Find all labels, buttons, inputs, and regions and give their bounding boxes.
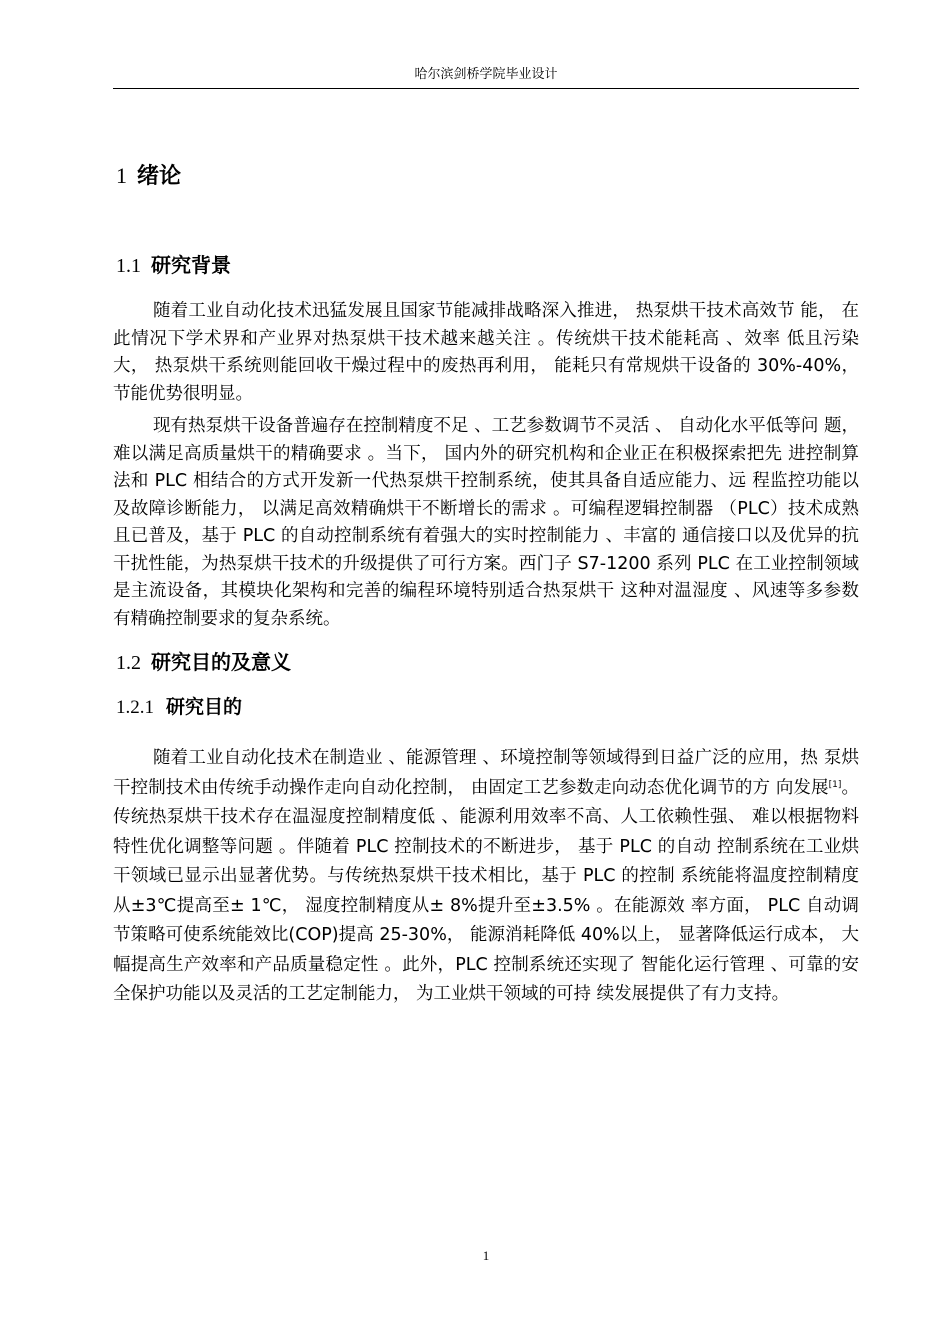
section-title: 研究目的及意义 (151, 650, 291, 674)
subsection-heading-1-2-1 (116, 693, 242, 722)
header-divider (113, 88, 859, 89)
chapter-heading (116, 160, 181, 193)
paragraph-research-purpose (113, 744, 859, 1010)
paragraph-background-2: 现有热泵烘干设备普遍存在控制精度不足 、工艺参数调节不灵活 、 自动化水平低等问 题， 难以满足高质量烘干的精确要求 。当下， 国内外的研究机构和企业正在积极探索把先 进控制算法和 PLC 相结合的方式开发新一代热泵烘干控制系统，使其具备自适应能力、远 程监控功能以及故障诊断能力， 以满足高效精确烘干不断增长的需求 。可编程逻辑控制器 （PLC）技术成熟且已普及，基于 PLC 的自动控制系统有着强大的实时控制能力 、丰富的 通信接口以及优异的抗干扰性能，为热泵烘干技术的升级提供了可行方案。西门子 S7-1200 系列 PLC 在工业控制领域是主流设备，其模块化架构和完善的编程环境特别适合热泵烘干 这种对温湿度 、风速等多参数有精确控制要求的复杂系统。 (113, 416, 859, 629)
paragraph-background-1: 随着工业自动化技术迅猛发展且国家节能减排战略深入推进， 热泵烘干技术高效节 能， 在此情况下学术界和产业界对热泵烘干技术越来越关注 。传统烘干技术能耗高 、效率 低且污染大， 热泵烘干系统则能回收干燥过程中的废热再利用， 能耗只有常规烘干设备的 30%-40%， 节能优势很明显。 (113, 301, 859, 404)
chapter-number: 1 (116, 163, 127, 188)
citation-reference[interactable]: [1] (828, 779, 842, 790)
section-title: 研究背景 (151, 253, 231, 277)
section-number: 1.1 (116, 255, 141, 277)
page-number: 1 (482, 1248, 490, 1263)
subsection-title: 研究目的 (166, 696, 243, 718)
chapter-title: 绪论 (137, 164, 182, 189)
page-header: 哈尔滨剑桥学院毕业设计 (414, 67, 558, 82)
paragraph-text-before-citation: 随着工业自动化技术在制造业 、能源管理 、环境控制等领域得到日益广泛的应用，热 泵烘干控制技术由传统手动操作走向自动化控制， 由固定工艺参数走向动态优化调节的方 向发展 (113, 748, 859, 798)
paragraph-text-after-citation: 。传统热泵烘干技术存在温湿度控制精度低 、能源利用效率不高、人工依赖性强、 难以根据物料特性优化调整等问题 。伴随着 PLC 控制技术的不断进步， 基于 PLC 的自动 控制系统在工业烘干领域已显示出显著优势。与传统热泵烘干技术相比，基于 PLC 的控制 系统能将温度控制精度从±3℃提高至± 1℃， 湿度控制精度从± 8%提升至±3.5% 。在能源效 率方面， PLC 自动调节策略可使系统能效比(COP)提高 25-30%， 能源消耗降低 40%以上， 显著降低运行成本， 大幅提高生产效率和产品质量稳定性 。此外，PLC 控制系统还实现了 智能化运行管理 、可靠的安全保护功能以及灵活的工艺定制能力， 为工业烘干领域的可持 续发展提供了有力支持。 (113, 777, 859, 1004)
section-number: 1.2 (116, 652, 141, 674)
subsection-number: 1.2.1 (116, 697, 154, 718)
section-heading-1-2 (116, 648, 291, 677)
section-heading-1-1 (116, 251, 231, 280)
